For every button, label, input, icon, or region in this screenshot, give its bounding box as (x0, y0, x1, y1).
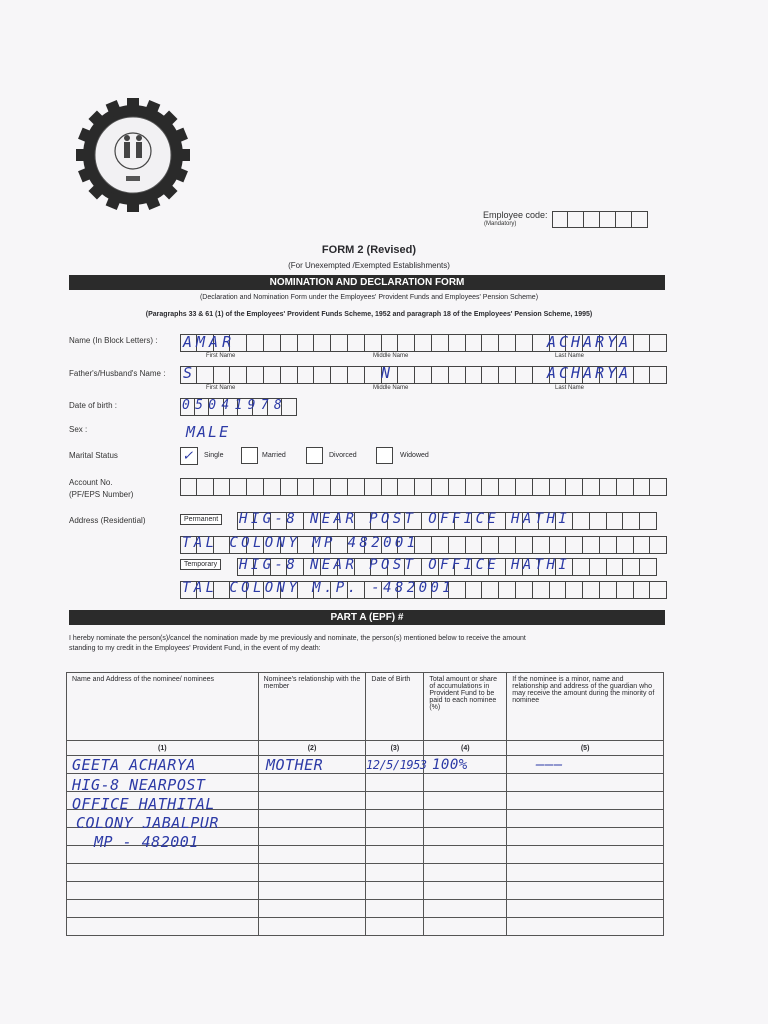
account-boxes[interactable] (180, 478, 667, 496)
employee-code-note: (Mandatory) (484, 221, 517, 227)
address-label: Address (Residential) (69, 516, 146, 525)
father-last-value: ACHARYA (547, 364, 632, 382)
part-a-bar: PART A (EPF) # (69, 610, 665, 625)
form-desc: (Declaration and Nomination Form under the Employees' Provident Funds and Employees' Pension Scheme) (199, 294, 539, 301)
table-row (67, 882, 664, 900)
employee-code-boxes[interactable] (552, 211, 648, 228)
name-last-caption: Last Name (555, 353, 585, 359)
col-header-share: Total amount or share of accumulations in Provident Fund to be paid to each nominee (%) (424, 673, 507, 741)
part-a-statement-2: standing to my credit in the Employees' Provident Fund, in the event of my death: (69, 645, 321, 652)
part-a-statement-1: I hereby nominate the person(s)/cancel the nomination made by me previously and nominate, the person(s) mentioned below to receive the amount (69, 635, 526, 642)
col-number: (2) (258, 741, 366, 756)
father-label: Father's/Husband's Name : (69, 369, 166, 378)
father-last-caption: Last Name (555, 385, 585, 391)
nomination-bar: NOMINATION AND DECLARATION FORM (69, 275, 665, 290)
nominee-dob: 12/5/1953 (366, 758, 427, 772)
col-number: (5) (507, 741, 664, 756)
guardian-dash: ——— (536, 757, 563, 773)
marital-divorced-checkbox[interactable] (306, 447, 323, 464)
form-paragraphs: (Paragraphs 33 & 61 (1) of the Employees' Provident Funds Scheme, 1952 and paragraph 18 of the Employees' Pension Scheme, 1995) (145, 311, 593, 318)
temporary-line1-value: HIG-8 NEAR POST OFFICE HATHI (239, 557, 571, 573)
table-row (67, 918, 664, 936)
nominee-line-5: MP - 482001 (94, 833, 199, 851)
col-header-nominee: Name and Address of the nominee/ nominees (67, 673, 259, 741)
father-first-caption: First Name (206, 385, 236, 391)
nominee-relationship: MOTHER (266, 756, 324, 774)
permanent-label: Permanent (180, 514, 222, 525)
account-sublabel: (PF/EPS Number) (69, 490, 134, 499)
col-number: (3) (366, 741, 424, 756)
nominee-line-2: HIG-8 NEARPOST (72, 776, 206, 794)
sex-value: MALE (186, 423, 231, 441)
col-header-guardian: If the nominee is a minor, name and relationship and address of the guardian who may receive the amount during the minority of nominee (507, 673, 664, 741)
col-number: (1) (67, 741, 259, 756)
father-middle-caption: Middle Name (373, 385, 409, 391)
marital-single-checkbox[interactable] (180, 447, 198, 465)
permanent-line2-value: TAL COLONY MP 482001 (182, 535, 419, 551)
marital-divorced-label: Divorced (329, 452, 357, 459)
form-subtitle: (For Unexempted /Exempted Establishments) (288, 261, 450, 270)
nominee-share: 100% (432, 757, 468, 773)
col-number: (4) (424, 741, 507, 756)
temporary-line2-value: TAL COLONY M.P. -482001 (182, 580, 455, 596)
name-first-value: AMAR (183, 333, 236, 351)
table-row (67, 900, 664, 918)
name-first-caption: First Name (206, 353, 236, 359)
epfo-logo (74, 96, 192, 214)
permanent-line1-value: HIG-8 NEAR POST OFFICE HATHI (239, 511, 571, 527)
nominee-line-1: GEETA ACHARYA (72, 756, 196, 774)
name-middle-caption: Middle Name (373, 353, 409, 359)
father-middle-value: N (381, 364, 391, 382)
marital-single-label: Single (204, 452, 224, 459)
marital-married-label: Married (262, 452, 286, 459)
father-first-value: S (183, 364, 193, 382)
employee-code-label: Employee code: (483, 210, 548, 220)
col-header-dob: Date of Birth (366, 673, 424, 741)
sex-label: Sex : (69, 425, 88, 434)
dob-label: Date of birth : (69, 401, 118, 410)
marital-widowed-label: Widowed (400, 452, 429, 459)
temporary-label: Temporary (180, 559, 221, 570)
name-last-value: ACHARYA (547, 333, 632, 351)
nominee-line-3: OFFICE HATHITAL (72, 795, 215, 813)
name-label: Name (In Block Letters) : (69, 336, 158, 345)
marital-widowed-checkbox[interactable] (376, 447, 393, 464)
marital-married-checkbox[interactable] (241, 447, 258, 464)
dob-value: 05041978 (182, 398, 288, 413)
col-header-relationship: Nominee's relationship with the member (258, 673, 366, 741)
form-title: FORM 2 (Revised) (321, 244, 417, 256)
nominee-line-4: COLONY JABALPUR (76, 814, 219, 832)
marital-check-mark: ✓ (183, 446, 193, 464)
table-row (67, 864, 664, 882)
account-label: Account No. (69, 478, 113, 487)
marital-label: Marital Status (69, 451, 118, 460)
